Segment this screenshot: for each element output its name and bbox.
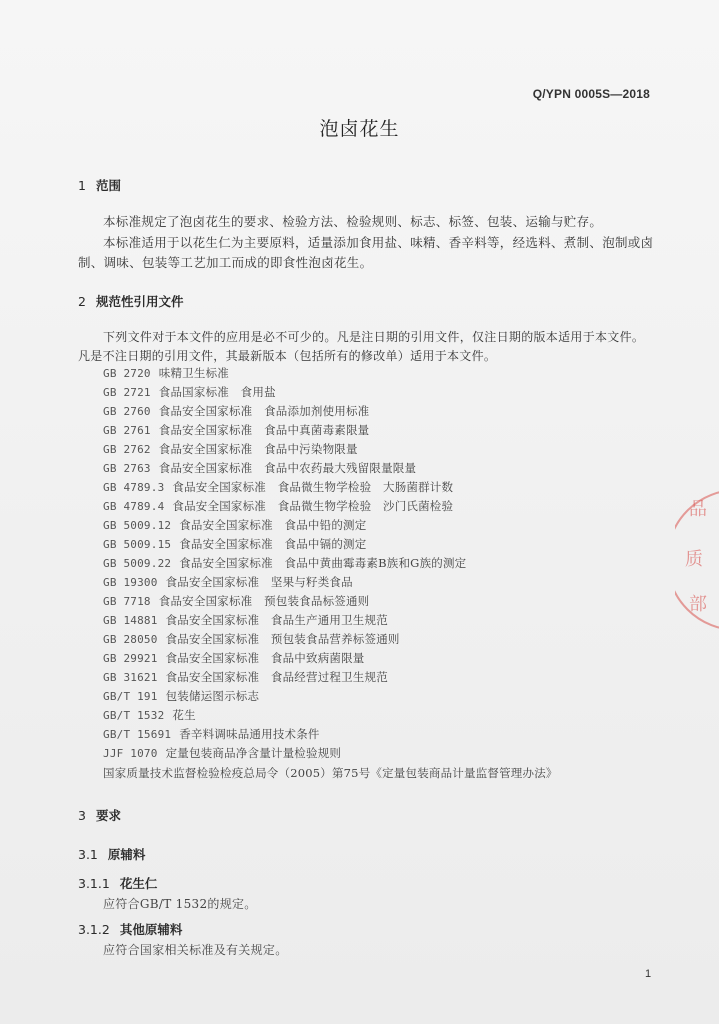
- reference-name: 食品安全国家标准 食品中农药最大残留限量限量: [158, 461, 417, 475]
- section-title: 范围: [95, 178, 121, 193]
- reference-item: [103, 536, 366, 552]
- reference-name: 食品国家标准 食用盐: [158, 385, 276, 399]
- subsection-number: 3.1: [78, 847, 98, 862]
- reference-name: 食品安全国家标准 预包装食品标签通则: [158, 594, 370, 608]
- reference-item: [103, 574, 353, 590]
- subsection-heading-3-1-1: [78, 874, 157, 892]
- reference-name: 定量包装商品净含量计量检验规则: [165, 746, 342, 760]
- reference-name: 食品安全国家标准 预包装食品营养标签通则: [165, 632, 400, 646]
- document-title: 泡卤花生: [319, 118, 400, 140]
- reference-item: [103, 765, 558, 781]
- reference-item: [103, 479, 453, 495]
- reference-name: 国家质量技术监督检验检疫总局令（2005）第75号《定量包装商品计量监督管理办法》: [103, 766, 558, 780]
- company-seal-stamp: [675, 470, 719, 650]
- reference-code: GB 2760: [103, 405, 151, 418]
- reference-item: [103, 669, 388, 685]
- reference-name: 食品安全国家标准 食品中黄曲霉毒素B族和G族的测定: [179, 556, 467, 570]
- reference-item: [103, 745, 341, 761]
- reference-code: GB 2761: [103, 424, 151, 437]
- reference-code: GB/T 191: [103, 690, 158, 703]
- reference-name: 食品安全国家标准 食品中铅的测定: [179, 518, 367, 532]
- scope-paragraph-2-line-2: 制、调味、包装等工艺加工而成的即食性泡卤花生。: [78, 255, 373, 270]
- reference-code: GB 28050: [103, 633, 158, 646]
- page-number: 1: [645, 968, 652, 980]
- reference-code: GB/T 15691: [103, 728, 172, 741]
- reference-item: [103, 384, 276, 400]
- reference-code: GB 5009.15: [103, 538, 172, 551]
- reference-item: [103, 555, 466, 571]
- reference-item: [103, 593, 369, 609]
- reference-item: [103, 688, 259, 704]
- scope-paragraph-2-line-1: 本标准适用于以花生仁为主要原料，适量添加食用盐、味精、香辛料等，经选料、煮制、泡制或卤: [103, 235, 654, 250]
- reference-item: [103, 441, 358, 457]
- references-intro-line-1: 下列文件对于本文件的应用是必不可少的。凡是注日期的引用文件，仅注日期的版本适用于本文件。: [103, 330, 645, 344]
- reference-item: [103, 460, 416, 476]
- reference-item: [103, 707, 196, 723]
- section-title: 规范性引用文件: [95, 294, 184, 309]
- reference-item: [103, 650, 365, 666]
- reference-name: 食品安全国家标准 坚果与籽类食品: [165, 575, 353, 589]
- reference-code: GB 2720: [103, 367, 151, 380]
- reference-name: 包装储运图示标志: [165, 689, 260, 703]
- stamp-char: 品: [689, 499, 707, 520]
- subsection-heading-3-1: [78, 845, 145, 863]
- reference-item: [103, 498, 453, 514]
- subsection-title: 其他原辅料: [119, 922, 183, 937]
- section-number: 3: [78, 808, 86, 823]
- reference-item: [103, 726, 320, 742]
- section-heading-requirements: [78, 806, 121, 824]
- reference-item: [103, 517, 366, 533]
- reference-code: GB 2721: [103, 386, 151, 399]
- reference-item: [103, 631, 400, 647]
- section-number: 1: [78, 178, 86, 193]
- reference-item: [103, 612, 388, 628]
- reference-code: GB/T 1532: [103, 709, 165, 722]
- reference-name: 食品安全国家标准 食品微生物学检验 大肠菌群计数: [172, 480, 454, 494]
- reference-name: 食品安全国家标准 食品中真菌毒素限量: [158, 423, 370, 437]
- reference-code: GB 14881: [103, 614, 158, 627]
- reference-code: GB 4789.4: [103, 500, 165, 513]
- reference-name: 食品安全国家标准 食品添加剂使用标准: [158, 404, 370, 418]
- reference-name: 香辛料调味品通用技术条件: [179, 727, 320, 741]
- subsection-title: 花生仁: [119, 876, 158, 891]
- document-code: Q/YPN 0005S—2018: [532, 87, 650, 101]
- stamp-char: 质: [685, 549, 703, 570]
- section-heading-scope: [78, 176, 121, 194]
- reference-item: [103, 365, 229, 381]
- reference-code: GB 4789.3: [103, 481, 165, 494]
- section-heading-references: [78, 292, 183, 310]
- reference-name: 花生: [172, 708, 196, 722]
- subsection-text-3-1-1: 应符合GB/T 1532的规定。: [103, 897, 257, 911]
- reference-name: 食品安全国家标准 食品经营过程卫生规范: [165, 670, 388, 684]
- stamp-char: 部: [689, 594, 707, 615]
- references-intro-line-2: 凡是不注日期的引用文件，其最新版本（包括所有的修改单）适用于本文件。: [78, 349, 497, 363]
- reference-code: GB 2762: [103, 443, 151, 456]
- reference-code: GB 5009.22: [103, 557, 172, 570]
- reference-code: GB 19300: [103, 576, 158, 589]
- subsection-number: 3.1.2: [78, 922, 110, 937]
- reference-code: GB 7718: [103, 595, 151, 608]
- reference-code: JJF 1070: [103, 747, 158, 760]
- section-title: 要求: [95, 808, 121, 823]
- reference-code: GB 5009.12: [103, 519, 172, 532]
- reference-name: 味精卫生标准: [158, 366, 229, 380]
- reference-code: GB 31621: [103, 671, 158, 684]
- reference-code: GB 29921: [103, 652, 158, 665]
- subsection-text-3-1-2: 应符合国家相关标准及有关规定。: [103, 943, 288, 957]
- reference-code: GB 2763: [103, 462, 151, 475]
- subsection-number: 3.1.1: [78, 876, 110, 891]
- reference-name: 食品安全国家标准 食品中镉的测定: [179, 537, 367, 551]
- subsection-title: 原辅料: [107, 847, 146, 862]
- subsection-heading-3-1-2: [78, 920, 182, 938]
- reference-item: [103, 422, 369, 438]
- reference-name: 食品安全国家标准 食品中致病菌限量: [165, 651, 365, 665]
- reference-item: [103, 403, 369, 419]
- reference-name: 食品安全国家标准 食品生产通用卫生规范: [165, 613, 388, 627]
- scope-paragraph-1: 本标准规定了泡卤花生的要求、检验方法、检验规则、标志、标签、包装、运输与贮存。: [103, 214, 603, 229]
- section-number: 2: [78, 294, 86, 309]
- reference-name: 食品安全国家标准 食品中污染物限量: [158, 442, 358, 456]
- reference-name: 食品安全国家标准 食品微生物学检验 沙门氏菌检验: [172, 499, 454, 513]
